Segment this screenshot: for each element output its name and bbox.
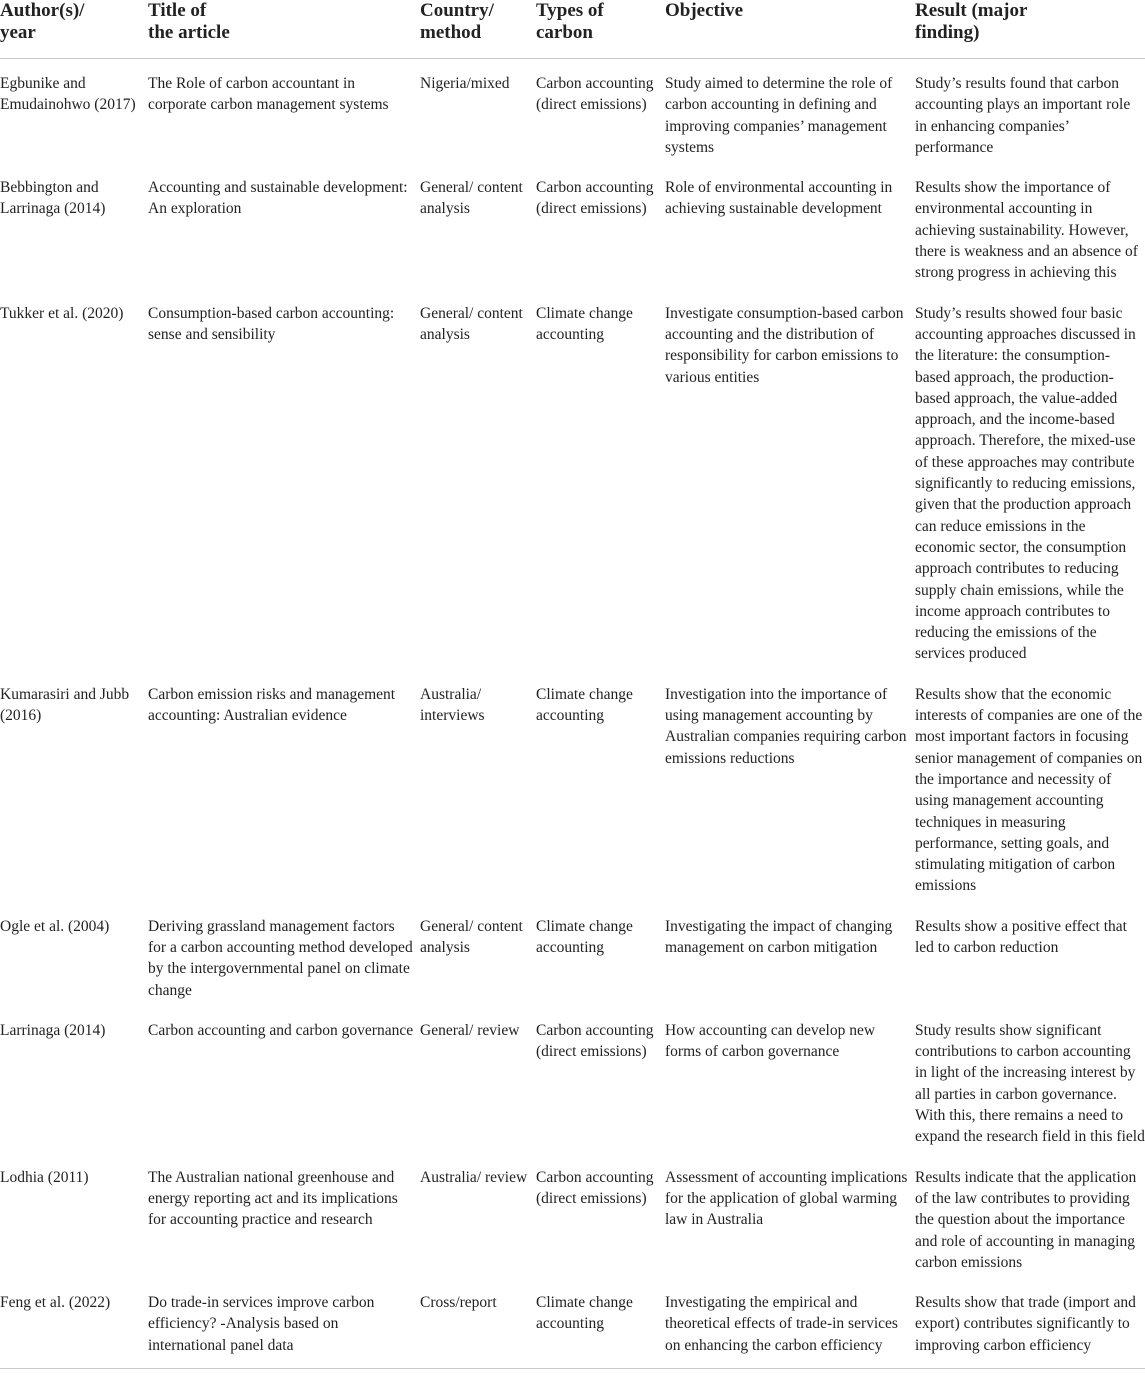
cell-method: Cross/report (420, 1278, 536, 1368)
cell-author: Larrinaga (2014) (0, 1021, 106, 1039)
cell-author: Lodhia (2011) (0, 1168, 89, 1186)
cell-result: Results show that trade (import and export) contributes significantly to improving carbon efficiency (915, 1278, 1145, 1368)
table-row (0, 1006, 1145, 1153)
cell-objective: Investigating the impact of changing management on carbon mitigation (665, 917, 893, 956)
cell-carbon-type: Climate change accounting (536, 1278, 665, 1368)
cell-author: Ogle et al. (2004) (0, 917, 110, 935)
cell-carbon-type: Carbon accounting (direct emissions) (536, 1021, 654, 1061)
cell-author: Feng et al. (2022) (0, 1278, 148, 1368)
cell-title: Do trade-in services improve carbon efficiency? -Analysis based on international panel data (148, 1278, 420, 1368)
table-row (0, 289, 1145, 670)
table-row (0, 1153, 1145, 1278)
cell-carbon-type: Climate change accounting (536, 685, 633, 725)
cell-title: The Australian national greenhouse and energy reporting act and its implications for accounting practice and research (148, 1168, 398, 1229)
header-carbon-type: Types of carbon (536, 0, 665, 59)
cell-author: Tukker et al. (2020) (0, 304, 124, 322)
cell-result: Results show that the economic interests of companies are one of the most important factors in focusing senior management of companies on the importance and necessity of using management accounting techniques in measuring performance, setting goals, and stimulating mitigation of carbon emissions (915, 685, 1143, 895)
table-row (0, 670, 1145, 902)
header-result: Result (major finding) (915, 0, 1145, 59)
cell-title: Carbon emission risks and management accounting: Australian evidence (148, 685, 396, 725)
cell-author: Kumarasiri and Jubb (2016) (0, 685, 130, 725)
cell-method: Nigeria/mixed (420, 75, 510, 92)
table-row (0, 1278, 1145, 1368)
header-row (0, 0, 1145, 59)
cell-objective: Investigate consumption-based carbon accounting and the distribution of responsibility for carbon emissions to various entities (665, 304, 904, 386)
cell-objective: How accounting can develop new forms of carbon governance (665, 1021, 876, 1061)
table-row (0, 163, 1145, 288)
cell-author: Bebbington and Larrinaga (2014) (0, 179, 106, 218)
cell-objective: Role of environmental accounting in achieving sustainable development (665, 179, 893, 218)
cell-carbon-type: Carbon accounting (direct emissions) (536, 75, 654, 114)
cell-method: General/ review (420, 1021, 520, 1039)
cell-method: Australia/ review (420, 1168, 528, 1186)
table-body (0, 59, 1145, 1369)
header-title: Title of the article (148, 0, 420, 59)
cell-result: Results indicate that the application of the law contributes to providing the question about the importance and role of accounting in managing carbon emissions (915, 1168, 1137, 1271)
cell-objective: Study aimed to determine the role of carbon accounting in defining and improving companies’ management systems (665, 75, 893, 156)
cell-title: Carbon accounting and carbon governance (148, 1021, 414, 1039)
header-country-method: Country/ method (420, 0, 536, 59)
cell-carbon-type: Climate change accounting (536, 917, 633, 956)
cell-result: Results show a positive effect that led to carbon reduction (915, 917, 1127, 956)
cell-result: Study results show significant contributions to carbon accounting in light of the increasing interest by all parties in carbon governance. With this, there remains a need to expand the research field in this field (915, 1021, 1145, 1146)
cell-objective: Investigating the empirical and theoretical effects of trade-in services on enhancing the carbon efficiency (665, 1278, 915, 1368)
cell-carbon-type: Carbon accounting (direct emissions) (536, 1168, 654, 1207)
table-row (0, 59, 1145, 164)
cell-author: Egbunike and Emudainohwo (2017) (0, 75, 136, 114)
cell-result: Study’s results showed four basic accounting approaches discussed in the literature: the consumption-based approach, the production-based approach, the value-added approach, and the income-based approach. Therefore, the mixed-use of these approaches may contribute significantly to reducing emissions, given that the production approach can reduce emissions in the economic sector, the consumption approach contributes to reducing supply chain emissions, while the income approach contributes to reducing the emissions of the services produced (915, 304, 1136, 663)
cell-method: Australia/ interviews (420, 685, 485, 725)
cell-objective: Assessment of accounting implications for the application of global warming law in Australia (665, 1168, 908, 1229)
cell-title: Deriving grassland management factors for a carbon accounting method developed by the intergovernmental panel on climate change (148, 917, 413, 999)
header-objective: Objective (665, 0, 915, 59)
cell-title: The Role of carbon accountant in corporate carbon management systems (148, 75, 389, 114)
cell-method: General/ content analysis (420, 917, 523, 956)
cell-result: Results show the importance of environmental accounting in achieving sustainability. However, there is weakness and an absence of strong progress in achieving this (915, 179, 1138, 282)
cell-title: Accounting and sustainable development: An exploration (148, 179, 408, 218)
cell-method: General/ content analysis (420, 179, 523, 218)
cell-carbon-type: Carbon accounting (direct emissions) (536, 179, 654, 218)
cell-method: General/ content analysis (420, 304, 523, 343)
header-author-year: Author(s)/ year (0, 0, 148, 59)
table-row (0, 902, 1145, 1006)
cell-objective: Investigation into the importance of using management accounting by Australian companies requiring carbon emissions reductions (665, 685, 907, 767)
table-header (0, 0, 1145, 59)
cell-result: Study’s results found that carbon accounting plays an important role in enhancing companies’ performance (915, 75, 1131, 156)
cell-carbon-type: Climate change accounting (536, 304, 633, 343)
cell-title: Consumption-based carbon accounting: sense and sensibility (148, 304, 395, 343)
